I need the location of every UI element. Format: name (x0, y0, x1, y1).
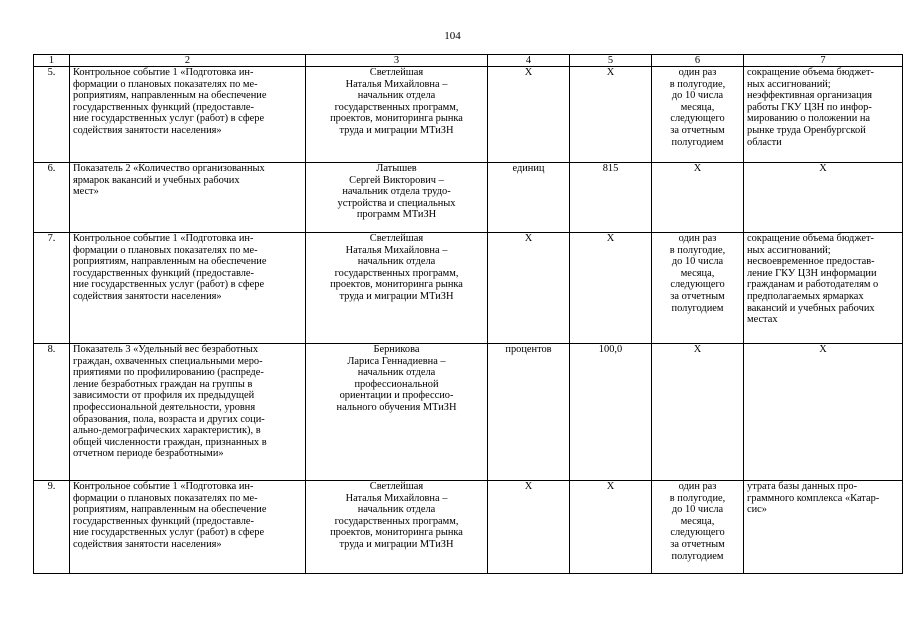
responsible-line: труда и миграции МТиЗН (339, 538, 454, 550)
event-name-cell (70, 481, 306, 574)
event-name-line: содействия занятости населения» (73, 538, 222, 550)
period-line: за отчетным (670, 124, 725, 136)
risk-line: несвоевременное предостав- (747, 256, 875, 268)
period-cell (652, 67, 744, 163)
event-name-line: Показатель 2 «Количество организованных (73, 163, 265, 174)
event-name-cell (70, 163, 306, 233)
event-name-line: содействия занятости населения» (73, 290, 222, 302)
unit-cell: Х (488, 67, 570, 163)
responsible-line: проектов, мониторинга рынка (330, 113, 463, 125)
period-line: следующего (670, 113, 725, 125)
event-name-line: роприятиям, направленным на обеспечение (73, 256, 267, 268)
period-line: один раз (678, 481, 717, 492)
risk-line: Х (819, 344, 827, 355)
period-line: до 10 числа (671, 256, 724, 268)
responsible-cell (306, 233, 488, 344)
responsible-line: Наталья Михайловна – (345, 492, 448, 504)
risk-line: предполагаемых ярмарках (747, 290, 864, 302)
event-name-line: приятиями по профилированию (распреде- (73, 367, 264, 379)
responsible-line: начальник отдела трудо- (342, 186, 451, 198)
period-line: за отчетным (670, 290, 725, 302)
responsible-line: Латышев (376, 163, 417, 174)
table-row (34, 481, 903, 574)
value-cell: Х (570, 233, 652, 344)
risk-cell (744, 67, 903, 163)
event-name-line: государственных функций (предоставле- (73, 515, 254, 527)
period-line: в полугодие, (669, 244, 726, 256)
unit-cell: процентов (488, 344, 570, 481)
column-number-header: 1 (34, 55, 70, 67)
risk-line: утрата базы данных про- (747, 481, 858, 492)
event-name-line: формации о плановых показателях по ме- (73, 78, 258, 90)
table-row (34, 163, 903, 233)
responsible-line: ориентации и профессио- (339, 390, 454, 402)
risk-cell (744, 481, 903, 574)
risk-cell (744, 163, 903, 233)
value-cell: Х (570, 67, 652, 163)
responsible-line: начальник отдела (357, 504, 436, 516)
period-cell (652, 233, 744, 344)
event-name-line: ление безработных граждан на группы в (73, 378, 253, 390)
responsible-line: Лариса Геннадиевна – (347, 355, 446, 367)
table-row (34, 67, 903, 163)
event-name-line: государственных функций (предоставле- (73, 267, 254, 279)
responsible-cell (306, 344, 488, 481)
event-name-line: общей численности граждан, признанных в (73, 436, 267, 448)
period-line: следующего (670, 279, 725, 291)
row-number: 6. (34, 163, 70, 233)
responsible-line: устройства и специальных (337, 197, 456, 209)
value-cell: 100,0 (570, 344, 652, 481)
period-line: один раз (678, 233, 717, 244)
responsible-line: государственных программ, (334, 515, 459, 527)
event-name-cell (70, 67, 306, 163)
period-line: полугодием (671, 302, 724, 314)
event-name-line: государственных функций (предоставле- (73, 101, 254, 113)
risk-line: местах (747, 314, 778, 326)
responsible-line: Светлейшая (369, 481, 424, 492)
row-number: 8. (34, 344, 70, 481)
responsible-line: нального обучения МТиЗН (336, 401, 457, 413)
event-name-line: формации о плановых показателях по ме- (73, 244, 258, 256)
period-line: один раз (678, 67, 717, 78)
event-name-cell (70, 344, 306, 481)
event-name-line: роприятиям, направленным на обеспечение (73, 504, 267, 516)
risk-line: гражданам и работодателям о (747, 279, 879, 291)
period-line: в полугодие, (669, 78, 726, 90)
period-line: следующего (670, 527, 725, 539)
event-name-line: ярмарок вакансий и учебных рабочих (73, 174, 240, 186)
event-name-line: Контрольное событие 1 «Подготовка ин- (73, 67, 254, 78)
event-name-line: зависимости от профиля их предыдущей (73, 390, 255, 402)
event-name-line: ние государственных услуг (работ) в сфере (73, 113, 265, 125)
responsible-cell (306, 163, 488, 233)
responsible-line: Сергей Викторович – (349, 174, 444, 186)
column-number-header: 7 (744, 55, 903, 67)
responsible-line: Светлейшая (369, 67, 424, 78)
column-number-header: 4 (488, 55, 570, 67)
risk-line: вакансий и учебных рабочих (747, 302, 875, 314)
risk-line: сис» (747, 504, 767, 516)
responsible-line: начальник отдела (357, 256, 436, 268)
responsible-line: программ МТиЗН (356, 209, 437, 221)
responsible-line: профессиональной (354, 378, 439, 390)
event-name-line: ние государственных услуг (работ) в сфере (73, 279, 265, 291)
responsible-line: проектов, мониторинга рынка (330, 279, 463, 291)
event-name-line: Контрольное событие 1 «Подготовка ин- (73, 233, 254, 244)
responsible-line: проектов, мониторинга рынка (330, 527, 463, 539)
responsible-line: государственных программ, (334, 101, 459, 113)
risk-line: сокращение объема бюджет- (747, 67, 874, 78)
risk-line: области (747, 136, 782, 148)
column-number-header: 6 (652, 55, 744, 67)
event-name-line: профессиональной деятельности, уровня (73, 401, 256, 413)
row-number: 7. (34, 233, 70, 344)
event-name-line: Контрольное событие 1 «Подготовка ин- (73, 481, 254, 492)
event-name-line: содействия занятости населения» (73, 124, 222, 136)
unit-cell: единиц (488, 163, 570, 233)
period-line: полугодием (671, 550, 724, 562)
responsible-line: Берникова (373, 344, 420, 355)
risk-line: мированию о положении на (747, 113, 871, 125)
column-number-header-row (34, 55, 903, 67)
event-name-line: мест» (73, 186, 99, 198)
event-name-line: ние государственных услуг (работ) в сфере (73, 527, 265, 539)
unit-cell: Х (488, 481, 570, 574)
responsible-cell (306, 67, 488, 163)
period-cell (652, 344, 744, 481)
table-row (34, 344, 903, 481)
risk-line: Х (819, 163, 827, 174)
responsible-line: начальник отдела (357, 367, 436, 379)
risk-line: рынке труда Оренбургской (747, 124, 866, 136)
table-row (34, 233, 903, 344)
event-name-line: образования, пола, возраста и других соци- (73, 413, 265, 425)
event-name-line: граждан, охваченных специальными меро- (73, 355, 263, 367)
value-cell: Х (570, 481, 652, 574)
risk-line: ных ассигнований; (747, 244, 831, 256)
period-cell (652, 481, 744, 574)
period-cell (652, 163, 744, 233)
row-number: 5. (34, 67, 70, 163)
responsible-line: труда и миграции МТиЗН (339, 124, 454, 136)
event-name-line: роприятиям, направленным на обеспечение (73, 90, 267, 102)
column-number-header: 5 (570, 55, 652, 67)
event-name-line: формации о плановых показателях по ме- (73, 492, 258, 504)
page-number: 104 (444, 30, 461, 42)
period-line: месяца, (680, 101, 715, 113)
period-line: до 10 числа (671, 90, 724, 102)
value-cell: 815 (570, 163, 652, 233)
risk-line: неэффективная организация (747, 90, 873, 102)
period-line: до 10 числа (671, 504, 724, 516)
event-name-line: отчетном периоде безработными» (73, 448, 224, 460)
risk-line: сокращение объема бюджет- (747, 233, 874, 244)
event-name-line: ально-демографических характеристик), в (73, 425, 261, 437)
risk-line: ление ГКУ ЦЗН информации (747, 267, 877, 279)
period-line: за отчетным (670, 538, 725, 550)
responsible-line: Светлейшая (369, 233, 424, 244)
risk-line: граммного комплекса «Катар- (747, 492, 880, 504)
event-name-line: Показатель 3 «Удельный вес безработных (73, 344, 259, 355)
risk-cell (744, 233, 903, 344)
responsible-line: Наталья Михайловна – (345, 78, 448, 90)
row-number: 9. (34, 481, 70, 574)
responsible-line: начальник отдела (357, 90, 436, 102)
responsible-line: труда и миграции МТиЗН (339, 290, 454, 302)
period-line: полугодием (671, 136, 724, 148)
event-name-cell (70, 233, 306, 344)
monitoring-plan-table (33, 54, 903, 574)
responsible-line: государственных программ, (334, 267, 459, 279)
column-number-header: 2 (70, 55, 306, 67)
period-line: в полугодие, (669, 492, 726, 504)
period-line: Х (693, 163, 702, 174)
period-line: месяца, (680, 267, 715, 279)
risk-cell (744, 344, 903, 481)
responsible-cell (306, 481, 488, 574)
risk-line: работы ГКУ ЦЗН по инфор- (747, 101, 872, 113)
period-line: Х (693, 344, 702, 355)
responsible-line: Наталья Михайловна – (345, 244, 448, 256)
column-number-header: 3 (306, 55, 488, 67)
period-line: месяца, (680, 515, 715, 527)
risk-line: ных ассигнований; (747, 78, 831, 90)
unit-cell: Х (488, 233, 570, 344)
